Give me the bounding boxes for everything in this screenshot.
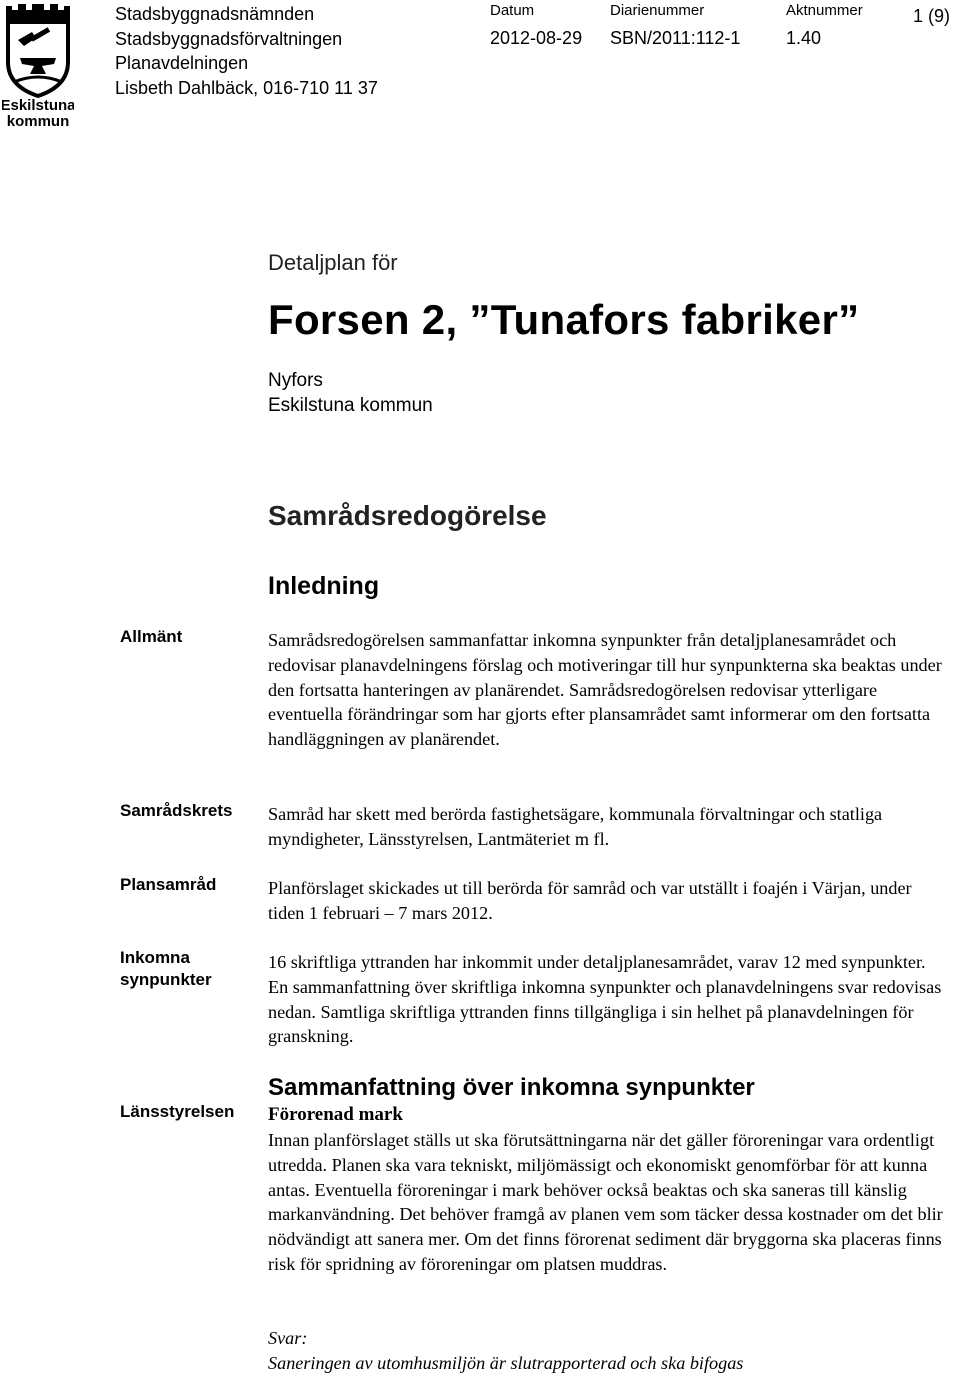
akt-label: Aktnummer (786, 2, 863, 19)
page-number: 1 (9) (912, 6, 950, 26)
location-block (268, 368, 433, 418)
location-area: Nyfors (268, 370, 323, 391)
label-plansamrad: Plansamråd (120, 875, 217, 894)
label-lansstyrelsen: Länsstyrelsen (120, 1102, 235, 1121)
municipality-logo (2, 2, 74, 130)
org-board: Stadsbyggnadsnämnden (115, 4, 315, 24)
label-allmant: Allmänt (120, 627, 183, 646)
org-contact: Lisbeth Dahlbäck, 016-710 11 37 (115, 77, 378, 98)
page-title: Forsen 2, ”Tunafors fabriker” (268, 296, 860, 343)
document-type: Samrådsredogörelse (268, 500, 547, 531)
subheading-forrorenad-mark: Förorenad mark (268, 1104, 403, 1125)
logo-text-line1: Eskilstuna (2, 97, 74, 114)
paragraph-lansstyrelsen: Innan planförslaget ställs ut ska förutsättningarna när det gäller föroreningar vara ordentligt utredda. Planen ska vara tekniskt, miljömässigt och ekonomiskt genomförbar för att kunna antas. Eventuella föroreningar i mark behöver också beaktas och ska saneras till känslig markanvändning. Det behöver framgå av planen vem som täcker dessa kostnader om det blir nödvändigt att sanera mer. Om det finns förorenat sediment där bryggorna ska placeras finns risk för spridning av föroreningar om platsen muddras. (268, 1130, 943, 1274)
answer-label: Svar: (268, 1328, 308, 1348)
diarie-label: Diarienummer (610, 2, 705, 19)
akt-value: 1.40 (786, 28, 822, 48)
answer-text: Saneringen av utomhusmiljön är slutrapporterad och ska bifogas (268, 1353, 744, 1373)
org-office: Stadsbyggnadsförvaltningen (115, 28, 343, 49)
org-department: Planavdelningen (115, 53, 249, 73)
section-heading: Inledning (268, 572, 380, 600)
plan-type: Detaljplan för (268, 250, 398, 275)
diarie-value: SBN/2011:112-1 (610, 28, 741, 48)
paragraph-allmant: Samrådsredogörelsen sammanfattar inkomna synpunkter från detaljplanesamrådet och redovisar planavdelningens förslag och motiveringar till hur synpunkterna ska beaktas under den fortsatta hanteringen av planärendet. Samrådsredogörelsen redovisar ytterligare eventuella förändringar som har gjorts efter plansamrådet samt informerar om den fortsatta handläggningen av planärendet. (268, 630, 942, 750)
logo-text-line2: kommun (6, 113, 70, 130)
label-samradskrets: Samrådskrets (120, 801, 233, 820)
date-value: 2012-08-29 (490, 28, 583, 48)
paragraph-samradskrets: Samråd har skett med berörda fastighetsägare, kommunala förvaltningar och statliga myndigheter, Länsstyrelsen, Lantmäteriet m fl. (268, 804, 883, 849)
organisation-block (115, 2, 378, 100)
summary-heading: Sammanfattning över inkomna synpunkter (268, 1074, 755, 1101)
paragraph-plansamrad: Planförslaget skickades ut till berörda för samråd och var utställt i foajén i Värjan, under tiden 1 februari – 7 mars 2012. (268, 878, 912, 923)
paragraph-inkomna: 16 skriftliga yttranden har inkommit under detaljplanesamrådet, varav 12 med synpunkter. En sammanfattning över skriftliga inkomna synpunkter och planavdelningens svar redovisas nedan. Samtliga skriftliga yttranden finns tillgängliga i sin helhet på planavdelningen för granskning. (268, 952, 942, 1047)
label-inkomna: Inkomna synpunkter (120, 948, 212, 989)
date-label: Datum (490, 2, 535, 19)
location-municipality: Eskilstuna kommun (268, 395, 433, 416)
